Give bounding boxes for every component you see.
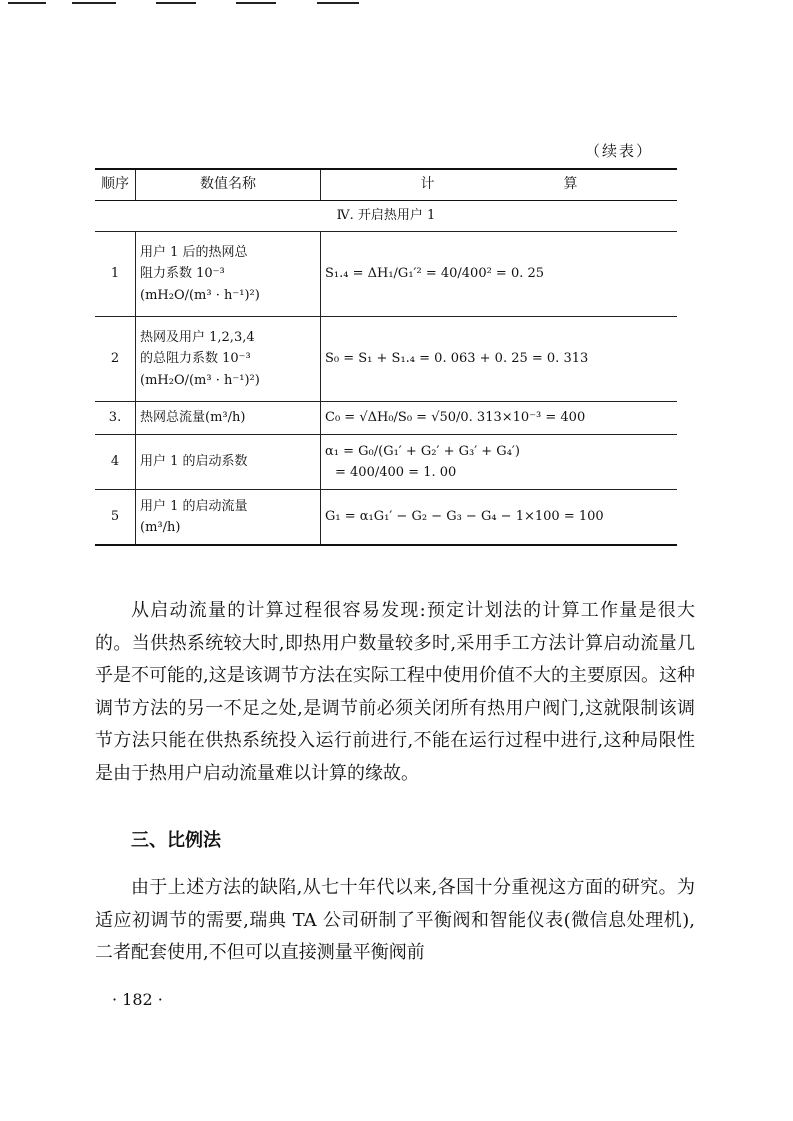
header-order: 顺序	[95, 169, 136, 201]
body-paragraph-1	[95, 595, 695, 790]
name-line: 阻力系数 10⁻³	[140, 266, 225, 282]
name-line: 的总阻力系数 10⁻³	[140, 351, 251, 367]
name-line: 热网及用户 1,2,3,4	[140, 329, 255, 345]
top-rule-lines	[0, 0, 793, 8]
section-heading: 三、比例法	[131, 830, 221, 851]
body-paragraph-2	[95, 872, 695, 970]
name-line: 用户 1 后的热网总	[140, 244, 248, 260]
header-calc-left: 计	[420, 176, 435, 193]
table-header-row	[95, 169, 677, 201]
table-row	[95, 402, 677, 435]
name-line: (m³/h)	[140, 520, 181, 535]
calc-line: C₀ = √ΔH₀/S₀ = √50/0. 313×10⁻³ = 400	[325, 410, 586, 426]
row-calculation	[321, 317, 678, 402]
table-row	[95, 317, 677, 402]
row-name	[136, 490, 321, 546]
row-calculation	[321, 402, 678, 435]
paragraph-text: 从启动流量的计算过程很容易发现:预定计划法的计算工作量是很大的。当供热系统较大时,即热用户数量较多时,采用手工方法计算启动流量几乎是不可能的,这是该调节方法在实际工程中使用价值不大的主要原因。这种调节方法的另一不足之处,是调节前必须关闭所有热用户阀门,这就限制该调节方法只能在供热系统投入运行前进行,不能在运行过程中进行,这种局限性是由于热用户启动流量难以计算的缘故。	[95, 600, 695, 784]
section-row	[95, 201, 677, 232]
row-number: 3.	[95, 402, 136, 435]
row-name	[136, 317, 321, 402]
paragraph-text: 由于上述方法的缺陷,从七十年代以来,各国十分重视这方面的研究。为适应初调节的需要,瑞典 TA 公司研制了平衡阀和智能仪表(微信息处理机),二者配套使用,不但可以直接测量平衡阀前	[95, 877, 695, 963]
calculation-table	[95, 168, 677, 546]
row-number: 5	[95, 490, 136, 546]
row-calculation	[321, 435, 678, 490]
table-row	[95, 490, 677, 546]
name-line: 热网总流量(m³/h)	[140, 410, 246, 426]
row-calculation	[321, 232, 678, 317]
row-number: 2	[95, 317, 136, 402]
calc-line: S₀ = S₁ + S₁.₄ = 0. 063 + 0. 25 = 0. 313	[325, 351, 589, 367]
header-calculation	[321, 169, 678, 201]
table-row	[95, 232, 677, 317]
continuation-note: （续表）	[585, 142, 654, 160]
header-calc-right: 算	[563, 176, 578, 193]
name-line: 用户 1 的启动系数	[140, 454, 248, 470]
row-calculation	[321, 490, 678, 546]
header-value-name: 数值名称	[136, 169, 321, 201]
row-number: 4	[95, 435, 136, 490]
row-number: 1	[95, 232, 136, 317]
row-name	[136, 402, 321, 435]
calc-line: G₁ = α₁G₁′ − G₂ − G₃ − G₄ − 1×100 = 100	[325, 509, 604, 525]
page-number: · 182 ·	[112, 990, 163, 1009]
row-name	[136, 435, 321, 490]
calc-line: α₁ = G₀/(G₁′ + G₂′ + G₃′ + G₄′)	[325, 443, 520, 459]
name-line: (mH₂O/(m³ · h⁻¹)²)	[140, 287, 260, 303]
section-title: Ⅳ. 开启热用户 1	[95, 201, 677, 232]
table-row	[95, 435, 677, 490]
row-name	[136, 232, 321, 317]
calc-line: S₁.₄ = ΔH₁/G₁′² = 40/400² = 0. 25	[325, 266, 545, 282]
calc-line: = 400/400 = 1. 00	[335, 465, 457, 480]
name-line: (mH₂O/(m³ · h⁻¹)²)	[140, 372, 260, 388]
name-line: 用户 1 的启动流量	[140, 498, 248, 514]
